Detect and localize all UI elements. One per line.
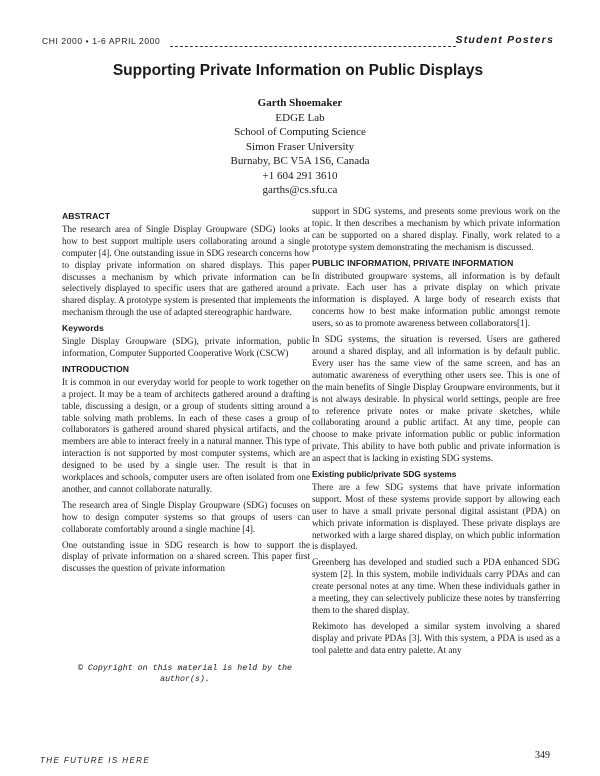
public-private-heading: PUBLIC INFORMATION, PRIVATE INFORMATION xyxy=(312,257,514,268)
author-phone: +1 604 291 3610 xyxy=(262,169,338,182)
header-rule xyxy=(170,46,456,47)
intro-paragraph-1: It is common in our everyday world for people to work together on a project. It may be a team of architects gathered around a drafting table, discussing a design, or a group of students sitting around a table solving math problems. In each of these cases a group of collaborators is gathered around shared physical artifacts, and the members are able to interact freely in a natural manner. This type of interaction is not supported by most computer systems, which are designed to be used by a single user. The result is that in workplaces and schools, computer users are often isolated from one another, and cannot collaborate naturally. xyxy=(62,376,310,494)
author-address: Burnaby, BC V5A 1S6, Canada xyxy=(230,155,370,167)
page-number: 349 xyxy=(535,750,550,761)
author-block xyxy=(150,96,450,198)
abstract-text: The research area of Single Display Groupware (SDG) looks at how to best support multiple users collaborating around a single computer [4]. One outstanding issue in SDG research concerns how to display private information on shared displays. This paper discusses a mechanism by which private information can be selectively displayed to specific users that are gathered around a shared display. A prototype system is presented that implements the mechanism through the use of adapted stereographic hardware. xyxy=(62,223,310,318)
abstract-heading: ABSTRACT xyxy=(62,211,111,221)
existing-paragraph-3: Rekimoto has developed a similar system involving a shared display and private PDAs [3]. With this system, a PDA is used as a tool palette and data entry palette. At any xyxy=(312,620,560,655)
intro-paragraph-3: One outstanding issue in SDG research is how to support the display of private information on a shared screen. This paper first discusses the question of private information xyxy=(62,539,310,574)
ppi-paragraph-2: In SDG systems, the situation is reversed. Users are gathered around a shared display, and all information is by default public. Every user has the same view of the same screen, and has an automatic awareness of everything other users see. This is one of the main benefits of Single Display Groupware environments, but it is not always desirable. In physical world settings, people are free to reference private notes or make private sketches, while collaborating around a public artifact. At any time, people can choose to make private information public or public information private. This ability to have both public and private information is an aspect that is lacking in existing SDG systems. xyxy=(312,334,560,464)
author-name: Garth Shoemaker xyxy=(257,97,343,109)
copyright-notice: © Copyright on this material is held by the author(s). xyxy=(77,664,293,684)
continued-paragraph: support in SDG systems, and presents some previous work on the topic. It then describes a mechanism by which private information can be supported on a shared display. Finally, work related to a prototype system demonstrating the mechanism is discussed. xyxy=(312,206,560,252)
right-column xyxy=(312,206,560,661)
keywords-heading: Keywords xyxy=(62,323,104,334)
track-label: Student Posters xyxy=(455,34,554,46)
author-school: School of Computing Science xyxy=(234,126,366,138)
left-column xyxy=(62,208,310,579)
author-university: Simon Fraser University xyxy=(245,140,355,153)
author-email: garths@cs.sfu.ca xyxy=(262,184,338,196)
existing-paragraph-2: Greenberg has developed and studied such a PDA enhanced SDG system [2]. In this system, mobile individuals carry PDAs and can create personal notes at any time. When these individuals gather in a meeting, they can selectively publicize these notes by transferring them to the shared display. xyxy=(312,557,560,615)
intro-paragraph-2: The research area of Single Display Groupware (SDG) focuses on how to design computer systems so that groups of users can collaborate comfortably around a single machine [4]. xyxy=(62,499,310,534)
author-lab: EDGE Lab xyxy=(275,111,325,124)
existing-systems-heading: Existing public/private SDG systems xyxy=(312,469,457,480)
conference-label: CHI 2000 • 1-6 APRIL 2000 xyxy=(42,36,161,46)
introduction-heading: INTRODUCTION xyxy=(62,363,130,374)
keywords-text: Single Display Groupware (SDG), private information, public information, Computer Supported Cooperative Work (CSCW) xyxy=(62,336,310,358)
existing-paragraph-1: There are a few SDG systems that have private information support. Most of these systems provide support by allowing each user to have a small private personal digital assistant (PDA) on which private information is displayed. These private displays are networked with a large shared display, on which public information is displayed. xyxy=(312,481,560,552)
ppi-paragraph-1: In distributed groupware systems, all information is by default private. Each user has a private display on which private information is displayed. A large body of research exists that concerns how to best make information public amongst remote users, so as to promote awareness between collaborators[1]. xyxy=(312,270,560,329)
paper-title: Supporting Private Information on Public Displays xyxy=(112,62,484,79)
running-header xyxy=(42,36,554,50)
footer-tagline: THE FUTURE IS HERE xyxy=(40,756,151,765)
